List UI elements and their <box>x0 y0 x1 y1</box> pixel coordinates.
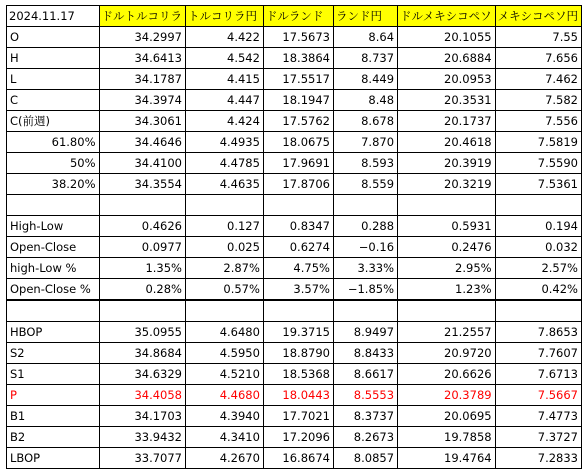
value-cell[interactable]: 4.424 <box>186 111 264 132</box>
value-cell[interactable]: 17.7021 <box>263 406 333 427</box>
ohlc-row <box>7 69 582 90</box>
value-cell[interactable]: 8.593 <box>333 153 397 174</box>
value-cell[interactable]: 7.55 <box>495 27 581 48</box>
row-label[interactable]: HBOP <box>7 322 100 343</box>
value-cell[interactable]: 7.8653 <box>495 322 581 343</box>
value-cell[interactable]: 34.2997 <box>99 27 186 48</box>
value-cell[interactable]: 34.6329 <box>99 364 186 385</box>
range-row <box>7 237 582 258</box>
value-cell[interactable]: 7.6713 <box>495 364 581 385</box>
value-cell[interactable]: 34.3974 <box>99 90 186 111</box>
value-cell[interactable]: 8.5553 <box>333 385 397 406</box>
row-label[interactable]: high-Low % <box>7 258 100 279</box>
value-cell[interactable]: 17.2096 <box>263 427 333 448</box>
column-header[interactable]: ドルメキシコペソ <box>398 6 496 27</box>
value-cell[interactable]: 0.5931 <box>398 216 496 237</box>
column-header[interactable]: トルコリラ円 <box>186 6 264 27</box>
row-label[interactable]: 61.80% <box>7 132 100 153</box>
value-cell[interactable]: 34.3061 <box>99 111 186 132</box>
value-cell[interactable]: 20.1055 <box>398 27 496 48</box>
value-cell[interactable]: 34.4646 <box>99 132 186 153</box>
value-cell[interactable]: 7.5590 <box>495 153 581 174</box>
value-cell[interactable]: 0.42% <box>495 279 581 301</box>
value-cell[interactable]: 0.57% <box>186 279 264 301</box>
value-cell[interactable]: 8.2673 <box>333 427 397 448</box>
value-cell[interactable]: 20.3219 <box>398 174 496 195</box>
value-cell[interactable]: 8.9497 <box>333 322 397 343</box>
value-cell[interactable]: 7.5819 <box>495 132 581 153</box>
value-cell[interactable]: 8.678 <box>333 111 397 132</box>
value-cell[interactable]: 34.6413 <box>99 48 186 69</box>
value-cell[interactable]: 8.449 <box>333 69 397 90</box>
pivot-row <box>7 343 582 364</box>
range-row <box>7 258 582 279</box>
value-cell[interactable]: 20.6884 <box>398 48 496 69</box>
value-cell[interactable]: 18.0675 <box>263 132 333 153</box>
fib-row <box>7 132 582 153</box>
ohlc-row <box>7 27 582 48</box>
row-label[interactable]: O <box>7 27 100 48</box>
row-label[interactable]: P <box>7 385 100 406</box>
row-label[interactable]: 38.20% <box>7 174 100 195</box>
value-cell[interactable]: 0.2476 <box>398 237 496 258</box>
value-cell[interactable]: 7.556 <box>495 111 581 132</box>
value-cell[interactable]: 4.4785 <box>186 153 264 174</box>
value-cell[interactable]: 0.032 <box>495 237 581 258</box>
empty-cell[interactable] <box>7 195 100 216</box>
empty-cell[interactable] <box>99 195 186 216</box>
value-cell[interactable]: 17.9691 <box>263 153 333 174</box>
row-label[interactable]: High-Low <box>7 216 100 237</box>
value-cell[interactable]: 0.127 <box>186 216 264 237</box>
value-cell[interactable]: 19.3715 <box>263 322 333 343</box>
value-cell[interactable]: 4.422 <box>186 27 264 48</box>
value-cell[interactable]: 21.2557 <box>398 322 496 343</box>
value-cell[interactable]: 4.75% <box>263 258 333 279</box>
value-cell[interactable]: 18.8790 <box>263 343 333 364</box>
value-cell[interactable]: 34.4058 <box>99 385 186 406</box>
value-cell[interactable]: 20.3789 <box>398 385 496 406</box>
value-cell[interactable]: 8.48 <box>333 90 397 111</box>
value-cell[interactable]: 20.6626 <box>398 364 496 385</box>
row-label[interactable]: C <box>7 90 100 111</box>
row-label[interactable]: Open-Close <box>7 237 100 258</box>
value-cell[interactable]: 7.3727 <box>495 427 581 448</box>
value-cell[interactable]: 8.64 <box>333 27 397 48</box>
value-cell[interactable]: 7.4773 <box>495 406 581 427</box>
value-cell[interactable]: 4.415 <box>186 69 264 90</box>
value-cell[interactable]: 20.0695 <box>398 406 496 427</box>
header-row <box>7 6 582 27</box>
pivot-row <box>7 364 582 385</box>
value-cell[interactable]: 0.28% <box>99 279 186 301</box>
value-cell[interactable]: 4.6480 <box>186 322 264 343</box>
value-cell[interactable]: 4.4635 <box>186 174 264 195</box>
value-cell[interactable]: 1.23% <box>398 279 496 301</box>
value-cell[interactable]: 0.0977 <box>99 237 186 258</box>
value-cell[interactable]: 35.0955 <box>99 322 186 343</box>
row-label[interactable]: 50% <box>7 153 100 174</box>
value-cell[interactable]: 7.582 <box>495 90 581 111</box>
value-cell[interactable]: 20.9720 <box>398 343 496 364</box>
fib-row <box>7 174 582 195</box>
value-cell[interactable]: 3.57% <box>263 279 333 301</box>
pivot-row <box>7 406 582 427</box>
column-header[interactable]: ランド円 <box>333 6 397 27</box>
pivot-row <box>7 427 582 448</box>
value-cell[interactable]: 0.4626 <box>99 216 186 237</box>
value-cell[interactable]: 34.1703 <box>99 406 186 427</box>
value-cell[interactable]: 7.870 <box>333 132 397 153</box>
value-cell[interactable]: 17.5517 <box>263 69 333 90</box>
empty-cell[interactable] <box>333 300 397 322</box>
empty-cell[interactable] <box>186 195 264 216</box>
value-cell[interactable]: 18.1947 <box>263 90 333 111</box>
value-cell[interactable]: 4.5950 <box>186 343 264 364</box>
value-cell[interactable]: 2.57% <box>495 258 581 279</box>
value-cell[interactable]: 4.447 <box>186 90 264 111</box>
value-cell[interactable]: 18.3864 <box>263 48 333 69</box>
value-cell[interactable]: 17.8706 <box>263 174 333 195</box>
row-label[interactable]: S1 <box>7 364 100 385</box>
column-header[interactable]: メキシコペソ円 <box>495 6 581 27</box>
value-cell[interactable]: 34.8684 <box>99 343 186 364</box>
empty-cell[interactable] <box>495 300 581 322</box>
row-label[interactable]: B2 <box>7 427 100 448</box>
empty-cell[interactable] <box>263 300 333 322</box>
ohlc-row <box>7 111 582 132</box>
value-cell[interactable]: 16.8674 <box>263 448 333 469</box>
value-cell[interactable]: 4.3940 <box>186 406 264 427</box>
value-cell[interactable]: 7.2833 <box>495 448 581 469</box>
value-cell[interactable]: 19.4764 <box>398 448 496 469</box>
value-cell[interactable]: 17.5762 <box>263 111 333 132</box>
ohlc-row <box>7 48 582 69</box>
empty-cell[interactable] <box>333 195 397 216</box>
value-cell[interactable]: 7.7607 <box>495 343 581 364</box>
row-label[interactable]: C(前週) <box>7 111 100 132</box>
empty-cell[interactable] <box>7 300 100 322</box>
value-cell[interactable]: 0.288 <box>333 216 397 237</box>
range-row <box>7 279 582 301</box>
value-cell[interactable]: 33.9432 <box>99 427 186 448</box>
value-cell[interactable]: 33.7077 <box>99 448 186 469</box>
value-cell[interactable]: 0.6274 <box>263 237 333 258</box>
row-label[interactable]: H <box>7 48 100 69</box>
value-cell[interactable]: 8.6617 <box>333 364 397 385</box>
empty-cell[interactable] <box>398 300 496 322</box>
value-cell[interactable]: 7.5667 <box>495 385 581 406</box>
row-label[interactable]: B1 <box>7 406 100 427</box>
value-cell[interactable]: 4.5210 <box>186 364 264 385</box>
row-label[interactable]: L <box>7 69 100 90</box>
value-cell[interactable]: 0.194 <box>495 216 581 237</box>
pivot-table <box>6 5 582 469</box>
value-cell[interactable]: 4.4935 <box>186 132 264 153</box>
value-cell[interactable]: 19.7858 <box>398 427 496 448</box>
value-cell[interactable]: 4.2670 <box>186 448 264 469</box>
value-cell[interactable]: 3.33% <box>333 258 397 279</box>
value-cell[interactable]: 18.5368 <box>263 364 333 385</box>
value-cell[interactable]: 7.5361 <box>495 174 581 195</box>
value-cell[interactable]: 2.87% <box>186 258 264 279</box>
value-cell[interactable]: 7.462 <box>495 69 581 90</box>
range-row <box>7 216 582 237</box>
date-cell[interactable]: 2024.11.17 <box>7 6 100 27</box>
value-cell[interactable]: 17.5673 <box>263 27 333 48</box>
blank-row <box>7 195 582 216</box>
empty-cell[interactable] <box>99 300 186 322</box>
value-cell[interactable]: 20.3531 <box>398 90 496 111</box>
empty-cell[interactable] <box>186 300 264 322</box>
value-cell[interactable]: 20.0953 <box>398 69 496 90</box>
value-cell[interactable]: 20.1737 <box>398 111 496 132</box>
value-cell[interactable]: 1.35% <box>99 258 186 279</box>
empty-cell[interactable] <box>495 195 581 216</box>
column-header[interactable]: ドルトルコリラ <box>99 6 186 27</box>
row-label[interactable]: Open-Close % <box>7 279 100 301</box>
value-cell[interactable]: 8.8433 <box>333 343 397 364</box>
value-cell[interactable]: 8.3737 <box>333 406 397 427</box>
value-cell[interactable]: −1.85% <box>333 279 397 301</box>
pivot-row <box>7 322 582 343</box>
value-cell[interactable]: 18.0443 <box>263 385 333 406</box>
value-cell[interactable]: 7.656 <box>495 48 581 69</box>
value-cell[interactable]: 34.3554 <box>99 174 186 195</box>
value-cell[interactable]: 4.542 <box>186 48 264 69</box>
value-cell[interactable]: −0.16 <box>333 237 397 258</box>
row-label[interactable]: S2 <box>7 343 100 364</box>
value-cell[interactable]: 8.0857 <box>333 448 397 469</box>
fib-row <box>7 153 582 174</box>
value-cell[interactable]: 20.3919 <box>398 153 496 174</box>
value-cell[interactable]: 0.025 <box>186 237 264 258</box>
value-cell[interactable]: 0.8347 <box>263 216 333 237</box>
empty-cell[interactable] <box>398 195 496 216</box>
empty-cell[interactable] <box>263 195 333 216</box>
pivot-row <box>7 448 582 469</box>
value-cell[interactable]: 8.559 <box>333 174 397 195</box>
value-cell[interactable]: 34.1787 <box>99 69 186 90</box>
value-cell[interactable]: 4.4680 <box>186 385 264 406</box>
blank-row <box>7 300 582 322</box>
row-label[interactable]: LBOP <box>7 448 100 469</box>
ohlc-row <box>7 90 582 111</box>
value-cell[interactable]: 20.4618 <box>398 132 496 153</box>
pivot-row <box>7 385 582 406</box>
value-cell[interactable]: 34.4100 <box>99 153 186 174</box>
value-cell[interactable]: 8.737 <box>333 48 397 69</box>
value-cell[interactable]: 4.3410 <box>186 427 264 448</box>
column-header[interactable]: ドルランド <box>263 6 333 27</box>
value-cell[interactable]: 2.95% <box>398 258 496 279</box>
